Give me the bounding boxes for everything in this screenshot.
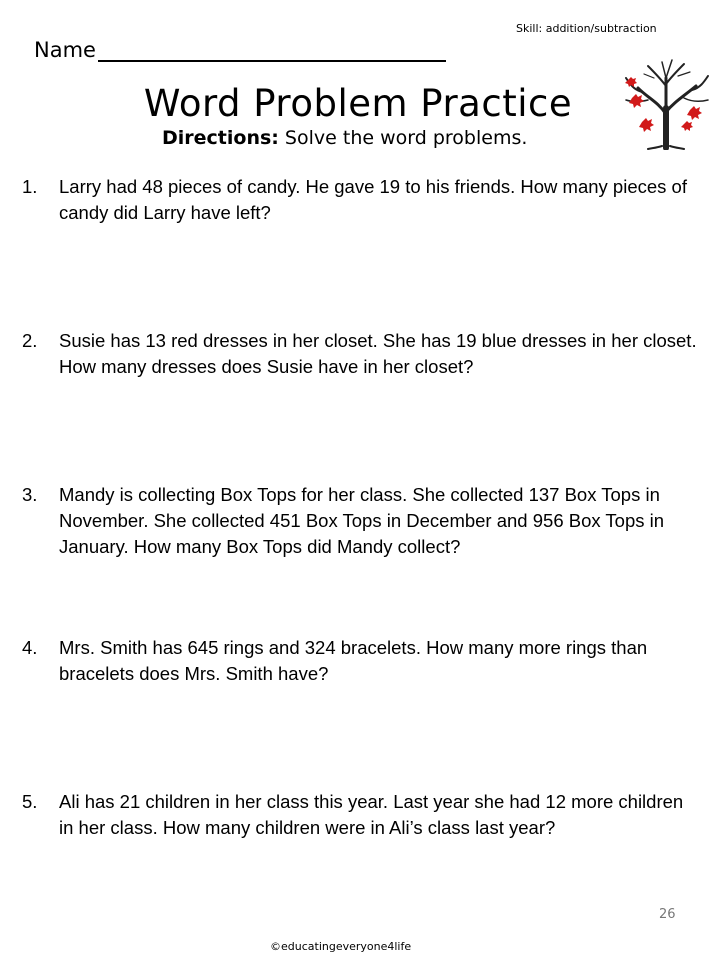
problem-3 bbox=[22, 482, 702, 560]
directions bbox=[162, 127, 527, 149]
problem-number: 1. bbox=[22, 176, 38, 197]
problem-4 bbox=[22, 635, 702, 687]
problem-text: Larry had 48 pieces of candy. He gave 19 to his friends. How many pieces of candy did Larry have left? bbox=[59, 176, 687, 223]
problem-number: 5. bbox=[22, 791, 38, 812]
problem-number: 4. bbox=[22, 637, 38, 658]
autumn-tree-icon bbox=[622, 58, 710, 150]
page-number: 26 bbox=[659, 907, 676, 922]
problem-number: 2. bbox=[22, 330, 38, 351]
problem-text: Susie has 13 red dresses in her closet. She has 19 blue dresses in her closet. How many dresses does Susie have in her closet? bbox=[59, 330, 697, 377]
problem-5 bbox=[22, 789, 702, 841]
name-field bbox=[34, 38, 446, 62]
problem-text: Ali has 21 children in her class this year. Last year she had 12 more children in her class. How many children were in Ali’s class last year? bbox=[59, 791, 684, 838]
problem-1 bbox=[22, 174, 702, 226]
copyright-notice: ©educatingeveryone4life bbox=[270, 940, 412, 953]
directions-text: Solve the word problems. bbox=[278, 127, 528, 149]
problem-2 bbox=[22, 328, 702, 380]
skill-label: Skill: addition/subtraction bbox=[516, 22, 657, 35]
problem-number: 3. bbox=[22, 484, 38, 505]
name-label: Name bbox=[34, 38, 96, 62]
directions-label: Directions: bbox=[162, 127, 279, 149]
name-blank-line bbox=[98, 40, 446, 62]
problem-text: Mandy is collecting Box Tops for her class. She collected 137 Box Tops in November. She collected 451 Box Tops in December and 956 Box Tops in January. How many Box Tops did Mandy collect? bbox=[59, 484, 665, 557]
page-title: Word Problem Practice bbox=[143, 82, 573, 125]
problem-text: Mrs. Smith has 645 rings and 324 bracelets. How many more rings than bracelets does Mrs. Smith have? bbox=[59, 637, 648, 684]
